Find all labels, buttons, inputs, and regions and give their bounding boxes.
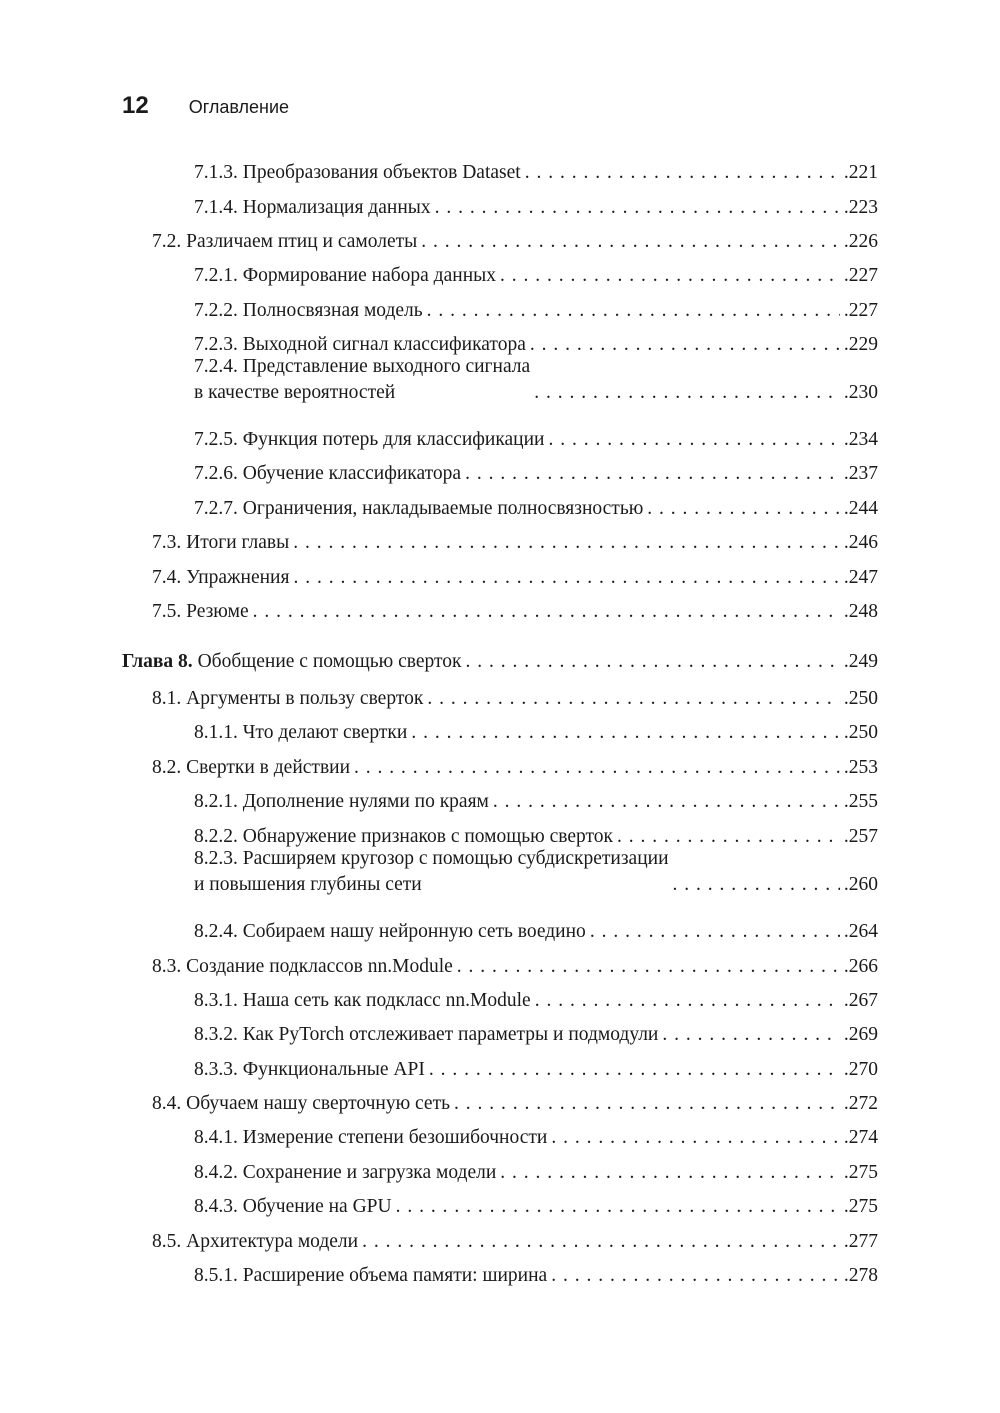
toc-entry-text: 7.2.6. Обучение классификатора — [194, 463, 462, 484]
toc-page-number: .237 — [843, 463, 878, 484]
toc-entry-title — [194, 427, 544, 453]
toc-entry[interactable] — [194, 789, 878, 815]
toc-entry-text: 8.3.1. Наша сеть как подкласс nn.Module — [194, 990, 531, 1011]
dot-leader — [427, 298, 840, 324]
toc-entry[interactable] — [152, 686, 878, 712]
dot-leader — [535, 988, 840, 1014]
toc-entry-title — [194, 789, 489, 815]
dot-leader — [590, 919, 840, 945]
toc-entry-text: 8.2.1. Дополнение нулями по краям — [194, 791, 489, 812]
dot-leader — [534, 380, 840, 406]
toc-entry-text: 7.3. Итоги главы — [152, 532, 290, 553]
dot-leader — [435, 195, 840, 221]
toc-entry-title — [194, 919, 586, 945]
toc-entry[interactable] — [194, 1194, 878, 1220]
toc-page-number: .253 — [843, 757, 878, 778]
toc-page-number: .267 — [843, 990, 878, 1011]
toc-entry-title — [194, 1263, 547, 1289]
toc-entry-text: и повышения глубины сети — [194, 874, 422, 895]
toc-page-number: .278 — [843, 1265, 878, 1286]
toc-entry[interactable] — [194, 427, 878, 453]
toc-entry-text: 8.3.2. Как PyTorch отслеживает параметры и подмодули — [194, 1024, 659, 1045]
toc-entry-title — [194, 298, 423, 324]
toc-entry-text: 8.4. Обучаем нашу сверточную сеть — [152, 1093, 451, 1114]
toc-entry[interactable] — [194, 461, 878, 487]
toc-page-number: .257 — [843, 826, 878, 847]
toc-entry[interactable] — [194, 720, 878, 746]
toc-entry[interactable] — [194, 1057, 878, 1083]
toc-entry-title — [122, 649, 461, 675]
toc-page-number: .275 — [843, 1162, 878, 1183]
toc-entry-text: 8.4.2. Сохранение и загрузка модели — [194, 1162, 497, 1183]
toc-entry-title — [152, 599, 249, 625]
dot-leader — [457, 954, 840, 980]
toc-entry-text: Обобщение с помощью сверток — [197, 651, 462, 672]
toc-entry-title — [152, 530, 289, 556]
running-title: Оглавление — [188, 97, 290, 117]
toc-entry-text: 7.2. Различаем птиц и самолеты — [152, 231, 418, 252]
dot-leader — [548, 427, 839, 453]
toc-entry-title — [194, 263, 496, 289]
toc-entry-title — [194, 1160, 496, 1186]
dot-leader — [253, 599, 840, 625]
toc-entry-title — [194, 846, 669, 898]
toc-entry-title — [194, 461, 461, 487]
toc-entry[interactable] — [194, 496, 878, 522]
toc-page-number: .264 — [843, 921, 878, 942]
toc-entry-title — [152, 755, 350, 781]
toc-entry[interactable] — [152, 229, 878, 255]
toc-entry[interactable] — [194, 263, 878, 289]
dot-leader — [525, 160, 840, 186]
toc-page-number: .275 — [843, 1196, 878, 1217]
toc-entry-title — [194, 1022, 658, 1048]
toc-page-number: .230 — [843, 382, 878, 403]
toc-entry[interactable] — [194, 846, 878, 898]
toc-entry[interactable] — [194, 195, 878, 221]
toc-entry[interactable] — [152, 599, 878, 625]
toc-entry-title — [194, 988, 531, 1014]
toc-entry[interactable] — [152, 530, 878, 556]
toc-entry-text: 8.4.3. Обучение на GPU — [194, 1196, 392, 1217]
toc-page-number: .223 — [843, 197, 878, 218]
toc-entry-title — [152, 686, 423, 712]
toc-entry-text: 7.2.1. Формирование набора данных — [194, 265, 496, 286]
dot-leader — [465, 649, 839, 675]
toc-entry-text: 7.5. Резюме — [152, 601, 249, 622]
toc-entry-title — [194, 1057, 425, 1083]
toc-entry[interactable] — [122, 649, 878, 675]
toc-entry-title — [152, 954, 453, 980]
dot-leader — [454, 1091, 840, 1117]
toc-page-number: .250 — [843, 722, 878, 743]
toc-entry[interactable] — [152, 1091, 878, 1117]
toc-entry-title — [194, 160, 521, 186]
toc-entry[interactable] — [194, 1022, 878, 1048]
toc-page-number: .248 — [843, 601, 878, 622]
toc-entry-title — [152, 1091, 450, 1117]
toc-page-number: .277 — [843, 1231, 878, 1252]
toc-entry-title-line1: 7.2.4. Представление выходного сигнала — [194, 356, 531, 377]
toc-page-number: .227 — [843, 300, 878, 321]
toc-entry[interactable] — [194, 1160, 878, 1186]
toc-entry-text: 7.2.3. Выходной сигнал классификатора — [194, 334, 526, 355]
toc-page-number: .260 — [843, 874, 878, 895]
toc-page-number: .270 — [843, 1059, 878, 1080]
toc-entry[interactable] — [194, 160, 878, 186]
dot-leader — [421, 229, 840, 255]
toc-entry-text: 7.2.5. Функция потерь для классификации — [194, 429, 545, 450]
page-number: 12 — [122, 92, 149, 119]
toc-entry-text: 7.1.3. Преобразования объектов Dataset — [194, 162, 521, 183]
running-header — [122, 92, 289, 124]
dot-leader — [500, 263, 840, 289]
toc-entry[interactable] — [152, 954, 878, 980]
toc-page-number: .244 — [843, 498, 878, 519]
dot-leader — [662, 1022, 840, 1048]
toc-entry[interactable] — [152, 755, 878, 781]
dot-leader — [427, 686, 840, 712]
toc-entry-text: 8.1. Аргументы в пользу сверток — [152, 688, 424, 709]
toc-entry-text: 8.2. Свертки в действии — [152, 757, 351, 778]
toc-entry[interactable] — [194, 919, 878, 945]
toc-page-number: .229 — [843, 334, 878, 355]
dot-leader — [500, 1160, 840, 1186]
toc-entry-text: в качестве вероятностей — [194, 382, 396, 403]
toc-page-number: .249 — [843, 651, 878, 672]
toc-entry-title — [194, 720, 407, 746]
toc-page-number: .266 — [843, 956, 878, 977]
toc-entry-text: 7.1.4. Нормализация данных — [194, 197, 431, 218]
toc-entry-title-line1: 8.2.3. Расширяем кругозор с помощью субдискретизации — [194, 848, 669, 869]
toc-entry-text: 7.2.7. Ограничения, накладываемые полносвязностью — [194, 498, 644, 519]
toc-entry-text: 8.1.1. Что делают свертки — [194, 722, 408, 743]
toc-entry[interactable] — [152, 1229, 878, 1255]
dot-leader — [362, 1229, 840, 1255]
toc-entry[interactable] — [194, 988, 878, 1014]
toc-page-number: .247 — [843, 567, 878, 588]
toc-entry-text: 8.3.3. Функциональные API — [194, 1059, 425, 1080]
toc-entry-text: 8.2.4. Собираем нашу нейронную сеть воедино — [194, 921, 586, 942]
toc-entry-title — [194, 1125, 547, 1151]
toc-entry-text: 8.3. Создание подклассов nn.Module — [152, 956, 453, 977]
toc-page-number: .234 — [843, 429, 878, 450]
toc-entry-title — [194, 354, 530, 406]
dot-leader — [673, 872, 840, 898]
dot-leader — [396, 1194, 840, 1220]
dot-leader — [354, 755, 840, 781]
toc-entry-text: 7.4. Упражнения — [152, 567, 290, 588]
toc-entry-title — [152, 1229, 358, 1255]
dot-leader — [411, 720, 840, 746]
toc-entry[interactable] — [194, 354, 878, 406]
toc-entry-title — [152, 565, 289, 591]
chapter-label: Глава 8. — [122, 651, 193, 672]
toc-page-number: .269 — [843, 1024, 878, 1045]
toc-entry-title — [194, 496, 643, 522]
toc-entry-text: 7.2.2. Полносвязная модель — [194, 300, 423, 321]
toc-entry-text: 8.5. Архитектура модели — [152, 1231, 359, 1252]
dot-leader — [293, 565, 839, 591]
toc-page-number: .246 — [843, 532, 878, 553]
dot-leader — [493, 789, 840, 815]
toc-entry-title — [194, 195, 431, 221]
toc-entry[interactable] — [152, 565, 878, 591]
toc-page-number: .272 — [843, 1093, 878, 1114]
toc-entry-text: 8.5.1. Расширение объема памяти: ширина — [194, 1265, 548, 1286]
dot-leader — [429, 1057, 840, 1083]
toc-entry[interactable] — [194, 1125, 878, 1151]
toc-entry-title — [152, 229, 417, 255]
toc-entry-title — [194, 1194, 392, 1220]
toc-page-number: .255 — [843, 791, 878, 812]
toc-entry-text: 8.4.1. Измерение степени безошибочности — [194, 1127, 548, 1148]
toc-entry-text: 8.2.2. Обнаружение признаков с помощью сверток — [194, 826, 614, 847]
dot-leader — [551, 1125, 840, 1151]
toc-page-number: .250 — [843, 688, 878, 709]
toc-page-number: .221 — [843, 162, 878, 183]
dot-leader — [647, 496, 840, 522]
dot-leader — [551, 1263, 840, 1289]
toc-page-number: .274 — [843, 1127, 878, 1148]
toc-entry[interactable] — [194, 1263, 878, 1289]
toc-entry[interactable] — [194, 298, 878, 324]
dot-leader — [465, 461, 840, 487]
dot-leader — [293, 530, 840, 556]
toc-page-number: .227 — [843, 265, 878, 286]
toc-page-number: .226 — [843, 231, 878, 252]
